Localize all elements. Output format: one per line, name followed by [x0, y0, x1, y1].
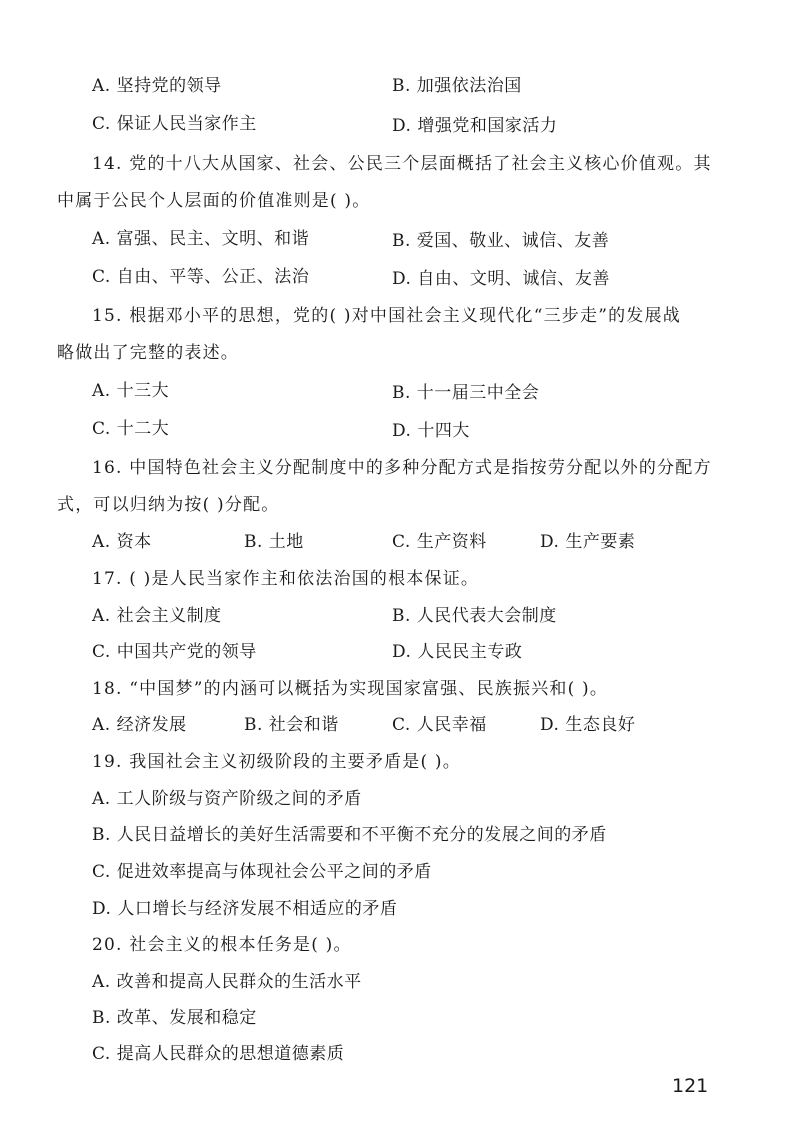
q19-option-a: A. 工人阶级与资产阶级之间的矛盾: [92, 789, 362, 809]
q13-option-a: A. 坚持党的领导: [92, 76, 222, 96]
page-number: 121: [672, 1075, 709, 1097]
q20-stem: 20. 社会主义的根本任务是( )。: [92, 935, 352, 955]
q20-option-c: C. 提高人民群众的思想道德素质: [92, 1044, 345, 1064]
q15-option-d: D. 十四大: [392, 421, 470, 441]
q13-option-c: C. 保证人民当家作主: [92, 114, 257, 134]
q18-option-d: D. 生态良好: [540, 715, 636, 735]
q14-option-b: B. 爱国、敬业、诚信、友善: [392, 231, 610, 251]
q18-option-b: B. 社会和谐: [244, 715, 339, 735]
q15-option-c: C. 十二大: [92, 419, 170, 439]
q16-option-a: A. 资本: [92, 532, 152, 552]
q17-option-b: B. 人民代表大会制度: [392, 606, 557, 626]
q18-option-c: C. 人民幸福: [392, 715, 487, 735]
q16-option-b: B. 土地: [244, 532, 304, 552]
q18-stem: 18. “中国梦”的内涵可以概括为实现国家富强、民族振兴和( )。: [92, 679, 609, 699]
q19-option-d: D. 人口增长与经济发展不相适应的矛盾: [92, 899, 398, 919]
q19-option-b: B. 人民日益增长的美好生活需要和不平衡不充分的发展之间的矛盾: [92, 825, 607, 845]
q15-stem-line2: 略做出了完整的表述。: [57, 343, 239, 363]
q15-option-a: A. 十三大: [92, 381, 170, 401]
q14-option-c: C. 自由、平等、公正、法治: [92, 267, 310, 287]
q17-option-d: D. 人民民主专政: [392, 642, 523, 662]
q15-option-b: B. 十一届三中全会: [392, 383, 540, 403]
q14-stem-line2: 中属于公民个人层面的价值准则是( )。: [57, 191, 371, 211]
q17-stem: 17. ( )是人民当家作主和依法治国的根本保证。: [92, 569, 480, 589]
q20-option-a: A. 改善和提高人民群众的生活水平: [92, 972, 362, 992]
q17-option-c: C. 中国共产党的领导: [92, 642, 257, 662]
q16-option-c: C. 生产资料: [392, 532, 487, 552]
q16-stem-line2: 式，可以归纳为按( )分配。: [57, 495, 280, 515]
q13-option-b: B. 加强依法治国: [392, 76, 522, 96]
q13-option-d: D. 增强党和国家活力: [392, 116, 558, 136]
q14-option-a: A. 富强、民主、文明、和谐: [92, 229, 310, 249]
q16-option-d: D. 生产要素: [540, 532, 636, 552]
q19-option-c: C. 促进效率提高与体现社会公平之间的矛盾: [92, 862, 432, 882]
q16-stem-line1: 16. 中国特色社会主义分配制度中的多种分配方式是指按劳分配以外的分配方: [92, 458, 712, 478]
q19-stem: 19. 我国社会主义初级阶段的主要矛盾是( )。: [92, 752, 461, 772]
q14-option-d: D. 自由、文明、诚信、友善: [392, 269, 610, 289]
q17-option-a: A. 社会主义制度: [92, 606, 222, 626]
q18-option-a: A. 经济发展: [92, 715, 187, 735]
q15-stem-line1: 15. 根据邓小平的思想，党的( )对中国社会主义现代化“三步走”的发展战: [92, 306, 681, 326]
q20-option-b: B. 改革、发展和稳定: [92, 1008, 257, 1028]
q14-stem-line1: 14. 党的十八大从国家、社会、公民三个层面概括了社会主义核心价值观。其: [92, 154, 712, 174]
